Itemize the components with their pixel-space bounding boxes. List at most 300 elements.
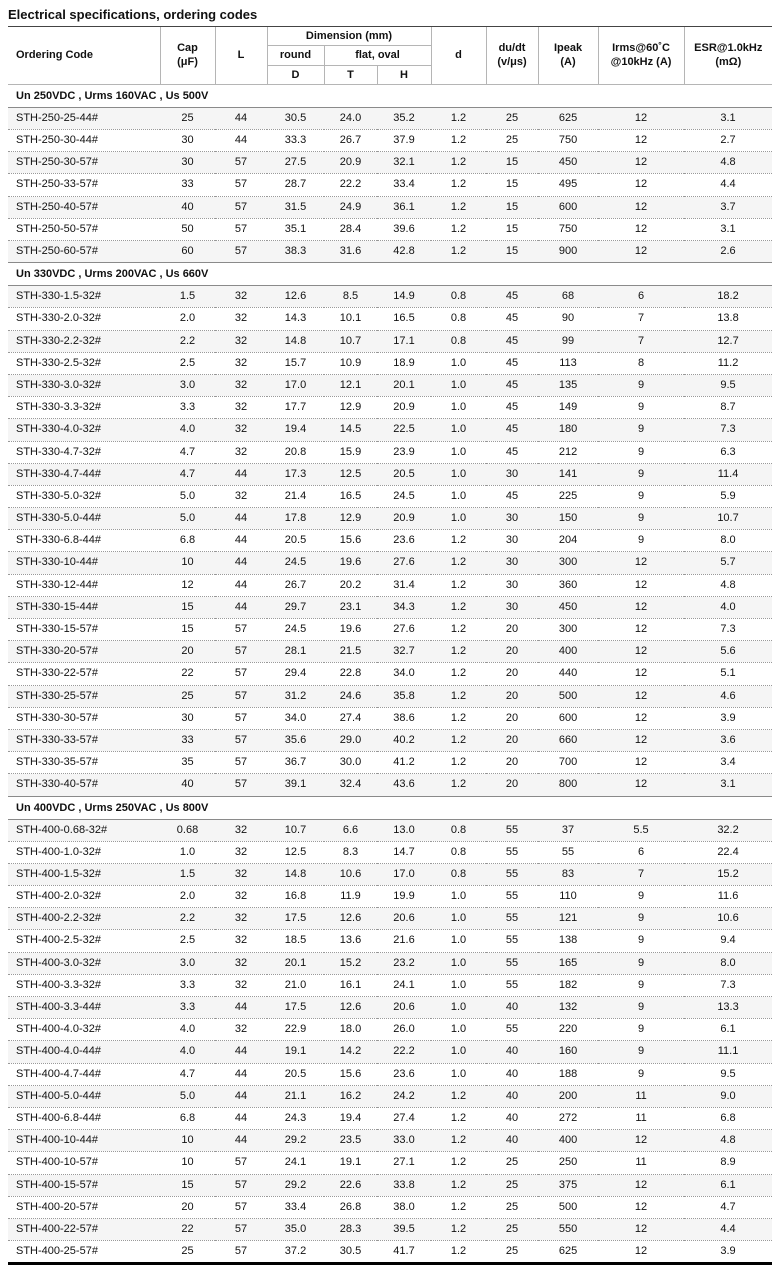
table-row bbox=[8, 841, 772, 863]
value-cell: 1.2 bbox=[431, 596, 486, 618]
value-cell: 440 bbox=[538, 663, 598, 685]
value-cell: 300 bbox=[538, 552, 598, 574]
value-cell: 2.5 bbox=[160, 930, 215, 952]
value-cell: 30 bbox=[486, 463, 538, 485]
value-cell: 1.2 bbox=[431, 729, 486, 751]
table-row bbox=[8, 241, 772, 263]
value-cell: 212 bbox=[538, 441, 598, 463]
value-cell: 1.2 bbox=[431, 1241, 486, 1264]
section-label: Un 250VDC , Urms 160VAC , Us 500V bbox=[8, 84, 772, 107]
value-cell: 45 bbox=[486, 308, 538, 330]
value-cell: 57 bbox=[215, 152, 267, 174]
value-cell: 20.2 bbox=[324, 574, 377, 596]
value-cell: 400 bbox=[538, 1130, 598, 1152]
value-cell: 12 bbox=[160, 574, 215, 596]
value-cell: 23.9 bbox=[377, 441, 431, 463]
value-cell: 1.2 bbox=[431, 641, 486, 663]
value-cell: 1.0 bbox=[431, 374, 486, 396]
value-cell: 1.0 bbox=[431, 463, 486, 485]
value-cell: 20.1 bbox=[267, 952, 324, 974]
value-cell: 32 bbox=[215, 841, 267, 863]
value-cell: 9 bbox=[598, 930, 684, 952]
value-cell: 14.5 bbox=[324, 419, 377, 441]
value-cell: 11.4 bbox=[684, 463, 772, 485]
ordering-code-cell: STH-330-40-57# bbox=[8, 774, 160, 796]
value-cell: 6.1 bbox=[684, 1174, 772, 1196]
col-header-thickness: T bbox=[324, 65, 377, 84]
value-cell: 32 bbox=[215, 330, 267, 352]
value-cell: 7 bbox=[598, 863, 684, 885]
value-cell: 27.5 bbox=[267, 152, 324, 174]
value-cell: 8.0 bbox=[684, 952, 772, 974]
value-cell: 12 bbox=[598, 552, 684, 574]
table-row bbox=[8, 152, 772, 174]
value-cell: 33 bbox=[160, 729, 215, 751]
value-cell: 27.6 bbox=[377, 619, 431, 641]
value-cell: 800 bbox=[538, 774, 598, 796]
value-cell: 3.7 bbox=[684, 196, 772, 218]
value-cell: 6.8 bbox=[160, 1107, 215, 1129]
value-cell: 30 bbox=[486, 574, 538, 596]
ordering-code-cell: STH-330-3.0-32# bbox=[8, 374, 160, 396]
value-cell: 20.5 bbox=[267, 530, 324, 552]
value-cell: 23.6 bbox=[377, 530, 431, 552]
value-cell: 7.3 bbox=[684, 974, 772, 996]
value-cell: 25 bbox=[160, 107, 215, 129]
value-cell: 44 bbox=[215, 463, 267, 485]
value-cell: 40 bbox=[486, 1130, 538, 1152]
value-cell: 180 bbox=[538, 419, 598, 441]
value-cell: 55 bbox=[486, 930, 538, 952]
table-row bbox=[8, 530, 772, 552]
table-row bbox=[8, 374, 772, 396]
ordering-code-cell: STH-330-5.0-44# bbox=[8, 508, 160, 530]
value-cell: 16.2 bbox=[324, 1085, 377, 1107]
value-cell: 1.2 bbox=[431, 774, 486, 796]
value-cell: 44 bbox=[215, 997, 267, 1019]
ordering-code-cell: STH-330-2.2-32# bbox=[8, 330, 160, 352]
table-row bbox=[8, 886, 772, 908]
value-cell: 165 bbox=[538, 952, 598, 974]
value-cell: 1.2 bbox=[431, 619, 486, 641]
ordering-code-cell: STH-330-35-57# bbox=[8, 752, 160, 774]
value-cell: 4.7 bbox=[160, 441, 215, 463]
value-cell: 1.2 bbox=[431, 574, 486, 596]
col-header-l: L bbox=[215, 27, 267, 84]
value-cell: 17.0 bbox=[377, 863, 431, 885]
value-cell: 26.8 bbox=[324, 1196, 377, 1218]
value-cell: 14.8 bbox=[267, 863, 324, 885]
table-row bbox=[8, 908, 772, 930]
value-cell: 12.5 bbox=[267, 841, 324, 863]
value-cell: 9 bbox=[598, 1041, 684, 1063]
ordering-code-cell: STH-400-2.5-32# bbox=[8, 930, 160, 952]
value-cell: 57 bbox=[215, 218, 267, 240]
value-cell: 625 bbox=[538, 1241, 598, 1264]
value-cell: 0.68 bbox=[160, 819, 215, 841]
value-cell: 24.3 bbox=[267, 1107, 324, 1129]
ordering-code-cell: STH-400-5.0-44# bbox=[8, 1085, 160, 1107]
value-cell: 1.0 bbox=[431, 352, 486, 374]
value-cell: 20 bbox=[160, 1196, 215, 1218]
value-cell: 25 bbox=[486, 107, 538, 129]
ipeak-label-line2: (A) bbox=[560, 56, 576, 69]
table-row bbox=[8, 1241, 772, 1264]
value-cell: 15 bbox=[486, 152, 538, 174]
value-cell: 360 bbox=[538, 574, 598, 596]
value-cell: 32.4 bbox=[324, 774, 377, 796]
value-cell: 21.4 bbox=[267, 485, 324, 507]
value-cell: 40 bbox=[160, 196, 215, 218]
value-cell: 3.0 bbox=[160, 952, 215, 974]
value-cell: 30 bbox=[160, 707, 215, 729]
value-cell: 5.7 bbox=[684, 552, 772, 574]
table-row bbox=[8, 174, 772, 196]
value-cell: 4.8 bbox=[684, 152, 772, 174]
value-cell: 9 bbox=[598, 974, 684, 996]
ordering-code-cell: STH-400-6.8-44# bbox=[8, 1107, 160, 1129]
value-cell: 13.8 bbox=[684, 308, 772, 330]
value-cell: 138 bbox=[538, 930, 598, 952]
value-cell: 55 bbox=[486, 974, 538, 996]
ordering-code-cell: STH-250-40-57# bbox=[8, 196, 160, 218]
table-row bbox=[8, 1218, 772, 1240]
ordering-code-cell: STH-330-22-57# bbox=[8, 663, 160, 685]
value-cell: 2.2 bbox=[160, 330, 215, 352]
value-cell: 19.4 bbox=[267, 419, 324, 441]
value-cell: 1.0 bbox=[160, 841, 215, 863]
table-row bbox=[8, 1019, 772, 1041]
col-header-diameter: D bbox=[267, 65, 324, 84]
value-cell: 57 bbox=[215, 1152, 267, 1174]
value-cell: 19.1 bbox=[267, 1041, 324, 1063]
table-row bbox=[8, 308, 772, 330]
value-cell: 39.1 bbox=[267, 774, 324, 796]
value-cell: 9 bbox=[598, 886, 684, 908]
value-cell: 5.9 bbox=[684, 485, 772, 507]
value-cell: 1.2 bbox=[431, 1196, 486, 1218]
ordering-code-cell: STH-330-30-57# bbox=[8, 707, 160, 729]
value-cell: 12 bbox=[598, 1130, 684, 1152]
value-cell: 23.1 bbox=[324, 596, 377, 618]
value-cell: 20.6 bbox=[377, 908, 431, 930]
table-row bbox=[8, 397, 772, 419]
value-cell: 1.0 bbox=[431, 1041, 486, 1063]
value-cell: 55 bbox=[486, 886, 538, 908]
value-cell: 10.7 bbox=[324, 330, 377, 352]
value-cell: 7 bbox=[598, 308, 684, 330]
value-cell: 15.2 bbox=[324, 952, 377, 974]
table-row bbox=[8, 1063, 772, 1085]
value-cell: 21.0 bbox=[267, 974, 324, 996]
value-cell: 12 bbox=[598, 774, 684, 796]
value-cell: 24.0 bbox=[324, 107, 377, 129]
value-cell: 57 bbox=[215, 174, 267, 196]
table-row bbox=[8, 485, 772, 507]
value-cell: 12.6 bbox=[324, 908, 377, 930]
value-cell: 45 bbox=[486, 352, 538, 374]
value-cell: 15 bbox=[160, 1174, 215, 1196]
value-cell: 32 bbox=[215, 974, 267, 996]
col-header-dimension: Dimension (mm) bbox=[267, 27, 431, 46]
ordering-code-cell: STH-330-12-44# bbox=[8, 574, 160, 596]
value-cell: 57 bbox=[215, 729, 267, 751]
value-cell: 29.2 bbox=[267, 1174, 324, 1196]
value-cell: 25 bbox=[486, 1174, 538, 1196]
value-cell: 3.3 bbox=[160, 397, 215, 419]
value-cell: 1.2 bbox=[431, 530, 486, 552]
value-cell: 57 bbox=[215, 196, 267, 218]
value-cell: 375 bbox=[538, 1174, 598, 1196]
value-cell: 24.1 bbox=[267, 1152, 324, 1174]
value-cell: 300 bbox=[538, 619, 598, 641]
value-cell: 21.1 bbox=[267, 1085, 324, 1107]
value-cell: 16.5 bbox=[377, 308, 431, 330]
value-cell: 41.2 bbox=[377, 752, 431, 774]
value-cell: 12 bbox=[598, 663, 684, 685]
value-cell: 45 bbox=[486, 330, 538, 352]
ordering-code-cell: STH-330-20-57# bbox=[8, 641, 160, 663]
value-cell: 15.9 bbox=[324, 441, 377, 463]
value-cell: 16.1 bbox=[324, 974, 377, 996]
value-cell: 35.6 bbox=[267, 729, 324, 751]
value-cell: 1.0 bbox=[431, 908, 486, 930]
value-cell: 4.7 bbox=[160, 1063, 215, 1085]
value-cell: 6.8 bbox=[160, 530, 215, 552]
table-row bbox=[8, 508, 772, 530]
table-row bbox=[8, 1130, 772, 1152]
value-cell: 32 bbox=[215, 863, 267, 885]
col-header-d: d bbox=[431, 27, 486, 84]
value-cell: 21.6 bbox=[377, 930, 431, 952]
value-cell: 23.2 bbox=[377, 952, 431, 974]
value-cell: 132 bbox=[538, 997, 598, 1019]
value-cell: 27.1 bbox=[377, 1152, 431, 1174]
value-cell: 17.5 bbox=[267, 997, 324, 1019]
value-cell: 3.1 bbox=[684, 218, 772, 240]
ordering-code-cell: STH-330-2.0-32# bbox=[8, 308, 160, 330]
value-cell: 1.0 bbox=[431, 441, 486, 463]
value-cell: 12 bbox=[598, 130, 684, 152]
table-row bbox=[8, 1152, 772, 1174]
value-cell: 12 bbox=[598, 596, 684, 618]
value-cell: 20 bbox=[486, 707, 538, 729]
value-cell: 90 bbox=[538, 308, 598, 330]
value-cell: 55 bbox=[486, 1019, 538, 1041]
value-cell: 12 bbox=[598, 241, 684, 263]
ordering-code-cell: STH-330-1.5-32# bbox=[8, 286, 160, 308]
value-cell: 9 bbox=[598, 397, 684, 419]
value-cell: 17.7 bbox=[267, 397, 324, 419]
value-cell: 10 bbox=[160, 552, 215, 574]
dudt-label-line1: du/dt bbox=[498, 42, 526, 55]
value-cell: 20 bbox=[486, 685, 538, 707]
value-cell: 38.6 bbox=[377, 707, 431, 729]
ordering-code-cell: STH-400-4.0-32# bbox=[8, 1019, 160, 1041]
value-cell: 20.9 bbox=[324, 152, 377, 174]
table-row bbox=[8, 463, 772, 485]
value-cell: 20 bbox=[486, 641, 538, 663]
value-cell: 7 bbox=[598, 330, 684, 352]
value-cell: 40 bbox=[486, 1041, 538, 1063]
value-cell: 57 bbox=[215, 1196, 267, 1218]
value-cell: 25 bbox=[160, 685, 215, 707]
value-cell: 45 bbox=[486, 397, 538, 419]
ordering-code-cell: STH-400-4.7-44# bbox=[8, 1063, 160, 1085]
value-cell: 12 bbox=[598, 729, 684, 751]
ordering-code-cell: STH-330-4.7-44# bbox=[8, 463, 160, 485]
value-cell: 31.6 bbox=[324, 241, 377, 263]
value-cell: 30.0 bbox=[324, 752, 377, 774]
ordering-code-cell: STH-400-1.5-32# bbox=[8, 863, 160, 885]
ordering-code-cell: STH-250-60-57# bbox=[8, 241, 160, 263]
ordering-code-cell: STH-400-3.3-32# bbox=[8, 974, 160, 996]
value-cell: 3.0 bbox=[160, 374, 215, 396]
section-label: Un 400VDC , Urms 250VAC , Us 800V bbox=[8, 796, 772, 819]
value-cell: 23.6 bbox=[377, 1063, 431, 1085]
value-cell: 17.5 bbox=[267, 908, 324, 930]
value-cell: 2.0 bbox=[160, 886, 215, 908]
value-cell: 25 bbox=[486, 130, 538, 152]
value-cell: 20.8 bbox=[267, 441, 324, 463]
value-cell: 50 bbox=[160, 218, 215, 240]
value-cell: 17.3 bbox=[267, 463, 324, 485]
value-cell: 43.6 bbox=[377, 774, 431, 796]
value-cell: 5.5 bbox=[598, 819, 684, 841]
value-cell: 12 bbox=[598, 1196, 684, 1218]
value-cell: 40 bbox=[486, 997, 538, 1019]
table-row bbox=[8, 774, 772, 796]
value-cell: 4.7 bbox=[160, 463, 215, 485]
value-cell: 3.9 bbox=[684, 707, 772, 729]
value-cell: 15 bbox=[486, 218, 538, 240]
value-cell: 12.5 bbox=[324, 463, 377, 485]
value-cell: 32.2 bbox=[684, 819, 772, 841]
value-cell: 1.5 bbox=[160, 863, 215, 885]
value-cell: 28.4 bbox=[324, 218, 377, 240]
value-cell: 1.0 bbox=[431, 397, 486, 419]
value-cell: 44 bbox=[215, 596, 267, 618]
value-cell: 4.4 bbox=[684, 1218, 772, 1240]
value-cell: 1.2 bbox=[431, 196, 486, 218]
value-cell: 35.8 bbox=[377, 685, 431, 707]
value-cell: 225 bbox=[538, 485, 598, 507]
value-cell: 44 bbox=[215, 552, 267, 574]
value-cell: 40 bbox=[486, 1085, 538, 1107]
value-cell: 55 bbox=[486, 908, 538, 930]
table-row bbox=[8, 663, 772, 685]
value-cell: 1.2 bbox=[431, 174, 486, 196]
value-cell: 7.3 bbox=[684, 419, 772, 441]
value-cell: 34.0 bbox=[377, 663, 431, 685]
value-cell: 12 bbox=[598, 174, 684, 196]
ordering-code-cell: STH-330-15-57# bbox=[8, 619, 160, 641]
value-cell: 20 bbox=[486, 619, 538, 641]
value-cell: 33.4 bbox=[377, 174, 431, 196]
value-cell: 32.7 bbox=[377, 641, 431, 663]
value-cell: 12 bbox=[598, 707, 684, 729]
value-cell: 20.5 bbox=[377, 463, 431, 485]
value-cell: 29.4 bbox=[267, 663, 324, 685]
value-cell: 1.2 bbox=[431, 663, 486, 685]
value-cell: 68 bbox=[538, 286, 598, 308]
value-cell: 39.5 bbox=[377, 1218, 431, 1240]
value-cell: 31.5 bbox=[267, 196, 324, 218]
value-cell: 33.3 bbox=[267, 130, 324, 152]
value-cell: 1.2 bbox=[431, 130, 486, 152]
value-cell: 13.0 bbox=[377, 819, 431, 841]
value-cell: 26.0 bbox=[377, 1019, 431, 1041]
value-cell: 1.2 bbox=[431, 707, 486, 729]
value-cell: 34.0 bbox=[267, 707, 324, 729]
value-cell: 30 bbox=[486, 530, 538, 552]
value-cell: 220 bbox=[538, 1019, 598, 1041]
ordering-code-cell: STH-330-25-57# bbox=[8, 685, 160, 707]
value-cell: 32 bbox=[215, 485, 267, 507]
value-cell: 12 bbox=[598, 196, 684, 218]
value-cell: 22.6 bbox=[324, 1174, 377, 1196]
value-cell: 1.5 bbox=[160, 286, 215, 308]
value-cell: 500 bbox=[538, 1196, 598, 1218]
value-cell: 6 bbox=[598, 841, 684, 863]
value-cell: 24.5 bbox=[267, 619, 324, 641]
ordering-code-cell: STH-250-30-44# bbox=[8, 130, 160, 152]
value-cell: 40 bbox=[486, 1107, 538, 1129]
table-row bbox=[8, 819, 772, 841]
value-cell: 660 bbox=[538, 729, 598, 751]
value-cell: 24.5 bbox=[377, 485, 431, 507]
value-cell: 4.0 bbox=[160, 1019, 215, 1041]
value-cell: 57 bbox=[215, 1241, 267, 1264]
value-cell: 11 bbox=[598, 1152, 684, 1174]
table-row bbox=[8, 441, 772, 463]
value-cell: 11.2 bbox=[684, 352, 772, 374]
table-row bbox=[8, 952, 772, 974]
value-cell: 33.8 bbox=[377, 1174, 431, 1196]
value-cell: 1.0 bbox=[431, 974, 486, 996]
value-cell: 37.9 bbox=[377, 130, 431, 152]
value-cell: 450 bbox=[538, 596, 598, 618]
value-cell: 9 bbox=[598, 485, 684, 507]
ordering-code-cell: STH-330-15-44# bbox=[8, 596, 160, 618]
value-cell: 30 bbox=[486, 508, 538, 530]
value-cell: 1.2 bbox=[431, 1107, 486, 1129]
value-cell: 9.5 bbox=[684, 374, 772, 396]
value-cell: 4.4 bbox=[684, 174, 772, 196]
table-row bbox=[8, 196, 772, 218]
value-cell: 149 bbox=[538, 397, 598, 419]
value-cell: 2.2 bbox=[160, 908, 215, 930]
value-cell: 44 bbox=[215, 530, 267, 552]
table-row bbox=[8, 752, 772, 774]
value-cell: 7.3 bbox=[684, 619, 772, 641]
value-cell: 11 bbox=[598, 1085, 684, 1107]
value-cell: 4.8 bbox=[684, 1130, 772, 1152]
ordering-code-cell: STH-400-22-57# bbox=[8, 1218, 160, 1240]
ordering-code-cell: STH-330-6.8-44# bbox=[8, 530, 160, 552]
value-cell: 750 bbox=[538, 218, 598, 240]
value-cell: 22.8 bbox=[324, 663, 377, 685]
value-cell: 45 bbox=[486, 286, 538, 308]
table-row bbox=[8, 107, 772, 129]
value-cell: 20 bbox=[486, 663, 538, 685]
value-cell: 39.6 bbox=[377, 218, 431, 240]
value-cell: 30.5 bbox=[267, 107, 324, 129]
value-cell: 9.5 bbox=[684, 1063, 772, 1085]
value-cell: 1.2 bbox=[431, 1085, 486, 1107]
table-row bbox=[8, 1196, 772, 1218]
value-cell: 1.0 bbox=[431, 952, 486, 974]
